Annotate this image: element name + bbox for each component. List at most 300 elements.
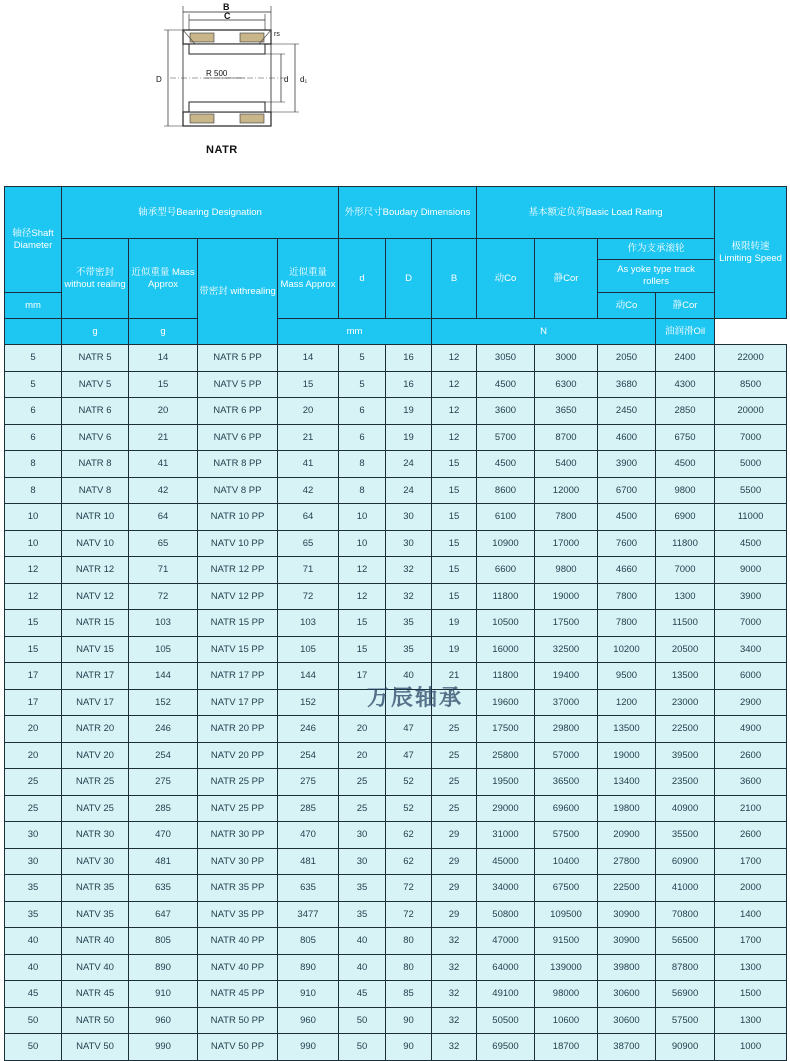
cell-mass-approx-2: 890 [278,954,339,981]
cell-limiting-speed: 3400 [715,636,787,663]
cell-dynamic-co: 16000 [477,636,535,663]
cell-d: 35 [339,875,386,902]
cell-limiting-speed: 5500 [715,477,787,504]
cell-with-sealing-designation: NATR 35 PP [198,875,278,902]
header-unit-n: N [432,319,656,345]
table-row [5,345,787,372]
cell-shaft-diameter: 50 [5,1034,62,1061]
cell-shaft-diameter: 12 [5,583,62,610]
cell-with-sealing-designation: NATR 45 PP [198,981,278,1008]
cell-mass-approx-1: 14 [129,345,198,372]
cell-dynamic-co: 11800 [477,583,535,610]
header-dynamic-co: 动Co [477,239,535,319]
table-row [5,769,787,796]
table-row [5,848,787,875]
table-row [5,822,787,849]
table-row [5,981,787,1008]
cell-D: 80 [386,928,432,955]
cell-without-sealing-designation: NATV 50 [62,1034,129,1061]
header-shaft-diameter: 轴径Shaft Diameter [5,187,62,293]
table-row [5,504,787,531]
cell-D: 24 [386,451,432,478]
cell-without-sealing-designation: NATV 17 [62,689,129,716]
cell-yoke-cor: 6900 [656,504,715,531]
cell-d: 5 [339,345,386,372]
cell-d: 17 [339,663,386,690]
cell-yoke-cor: 23000 [656,689,715,716]
cell-dynamic-co: 19600 [477,689,535,716]
cell-mass-approx-1: 64 [129,504,198,531]
cell-static-cor: 57500 [535,822,598,849]
cell-static-cor: 32500 [535,636,598,663]
cell-yoke-cor: 70800 [656,901,715,928]
cell-yoke-co: 3680 [598,371,656,398]
cell-B: 15 [432,451,477,478]
table-row [5,371,787,398]
cell-dynamic-co: 34000 [477,875,535,902]
cell-B: 19 [432,636,477,663]
cell-d: 10 [339,530,386,557]
header-static-cor-2: 静Cor [656,293,715,319]
cell-D: 32 [386,583,432,610]
cell-mass-approx-2: 3477 [278,901,339,928]
cell-limiting-speed: 5000 [715,451,787,478]
cell-d: 45 [339,981,386,1008]
cell-D: 90 [386,1034,432,1061]
cell-yoke-cor: 56500 [656,928,715,955]
cell-mass-approx-2: 20 [278,398,339,425]
header-bearing-designation: 轴承型号Bearing Designation [62,187,339,239]
cell-mass-approx-1: 42 [129,477,198,504]
cell-yoke-co: 30600 [598,1007,656,1034]
cell-yoke-cor: 39500 [656,742,715,769]
cell-static-cor: 91500 [535,928,598,955]
cell-yoke-co: 13400 [598,769,656,796]
cell-mass-approx-2: 42 [278,477,339,504]
cell-d: 50 [339,1007,386,1034]
cell-shaft-diameter: 30 [5,848,62,875]
cell-B: 29 [432,848,477,875]
cell-shaft-diameter: 25 [5,769,62,796]
cell-dynamic-co: 10500 [477,610,535,637]
table-row [5,424,787,451]
cell-with-sealing-designation: NATR 17 PP [198,663,278,690]
cell-d: 15 [339,636,386,663]
cell-shaft-diameter: 10 [5,530,62,557]
cell-without-sealing-designation: NATV 6 [62,424,129,451]
cell-dynamic-co: 25800 [477,742,535,769]
cell-static-cor: 36500 [535,769,598,796]
label-d1: d₁ [300,75,308,84]
cell-D: 90 [386,1007,432,1034]
cell-limiting-speed: 3900 [715,583,787,610]
cell-with-sealing-designation: NATR 8 PP [198,451,278,478]
cell-shaft-diameter: 8 [5,451,62,478]
cell-B: 15 [432,530,477,557]
cell-yoke-cor: 4500 [656,451,715,478]
cell-with-sealing-designation: NATR 12 PP [198,557,278,584]
cell-B: 32 [432,1007,477,1034]
header-unit-blank [5,319,62,345]
cell-shaft-diameter: 6 [5,398,62,425]
cell-shaft-diameter: 50 [5,1007,62,1034]
cell-d: 25 [339,769,386,796]
cell-without-sealing-designation: NATV 30 [62,848,129,875]
cell-with-sealing-designation: NATR 5 PP [198,345,278,372]
cell-D: 52 [386,795,432,822]
cell-B: 29 [432,875,477,902]
header-oil: 油润滑Oil [656,319,715,345]
cell-dynamic-co: 4500 [477,371,535,398]
cell-B: 32 [432,1034,477,1061]
cell-mass-approx-2: 910 [278,981,339,1008]
cell-dynamic-co: 50500 [477,1007,535,1034]
header-basic-load-rating: 基本额定负荷Basic Load Rating [477,187,715,239]
cell-yoke-cor: 41000 [656,875,715,902]
cell-yoke-co: 7800 [598,610,656,637]
cell-yoke-co: 1200 [598,689,656,716]
cell-dynamic-co: 45000 [477,848,535,875]
cell-with-sealing-designation: NATR 10 PP [198,504,278,531]
cell-mass-approx-1: 960 [129,1007,198,1034]
table-row [5,795,787,822]
cell-limiting-speed: 1500 [715,981,787,1008]
cell-yoke-co: 27800 [598,848,656,875]
cell-yoke-co: 4660 [598,557,656,584]
cell-yoke-co: 7800 [598,583,656,610]
cell-D: 16 [386,371,432,398]
header-with-sealing: 带密封 withrealing [198,239,278,345]
cell-B: 12 [432,345,477,372]
cell-B: 12 [432,424,477,451]
cell-static-cor: 17500 [535,610,598,637]
cell-shaft-diameter: 17 [5,663,62,690]
cell-limiting-speed: 4500 [715,530,787,557]
cell-yoke-co: 2450 [598,398,656,425]
cell-limiting-speed: 2100 [715,795,787,822]
cell-yoke-co: 4600 [598,424,656,451]
cell-with-sealing-designation: NATR 50 PP [198,1007,278,1034]
header-unit-g-2: g [129,319,198,345]
cell-B: 19 [432,610,477,637]
cell-shaft-diameter: 15 [5,636,62,663]
cell-static-cor: 17000 [535,530,598,557]
cell-mass-approx-1: 41 [129,451,198,478]
cell-without-sealing-designation: NATR 30 [62,822,129,849]
table-row [5,954,787,981]
cell-shaft-diameter: 40 [5,928,62,955]
cell-without-sealing-designation: NATR 15 [62,610,129,637]
table-row [5,451,787,478]
cell-mass-approx-2: 805 [278,928,339,955]
cell-mass-approx-2: 103 [278,610,339,637]
cell-with-sealing-designation: NATR 6 PP [198,398,278,425]
bearing-diagram [150,0,340,160]
cell-shaft-diameter: 30 [5,822,62,849]
cell-yoke-co: 20900 [598,822,656,849]
cell-mass-approx-2: 14 [278,345,339,372]
cell-shaft-diameter: 20 [5,716,62,743]
table-row [5,901,787,928]
cell-with-sealing-designation: NATR 25 PP [198,769,278,796]
cell-mass-approx-2: 285 [278,795,339,822]
cell-mass-approx-1: 647 [129,901,198,928]
cell-without-sealing-designation: NATR 35 [62,875,129,902]
header-unit-mm-2: mm [278,319,432,345]
cell-without-sealing-designation: NATR 10 [62,504,129,531]
cell-yoke-cor: 2400 [656,345,715,372]
cell-yoke-co: 39800 [598,954,656,981]
cell-with-sealing-designation: NATV 30 PP [198,848,278,875]
cell-static-cor: 37000 [535,689,598,716]
cell-with-sealing-designation: NATV 25 PP [198,795,278,822]
table-row [5,875,787,902]
cell-static-cor: 3000 [535,345,598,372]
cell-mass-approx-1: 152 [129,689,198,716]
table-row [5,1034,787,1061]
cell-without-sealing-designation: NATV 25 [62,795,129,822]
cell-mass-approx-2: 21 [278,424,339,451]
cell-yoke-co: 30900 [598,928,656,955]
cell-yoke-cor: 90900 [656,1034,715,1061]
cell-d: 25 [339,795,386,822]
cell-with-sealing-designation: NATV 5 PP [198,371,278,398]
cell-yoke-cor: 9800 [656,477,715,504]
cell-limiting-speed: 3600 [715,769,787,796]
cell-shaft-diameter: 12 [5,557,62,584]
cell-d: 50 [339,1034,386,1061]
cell-limiting-speed: 22000 [715,345,787,372]
header-unit-mm: mm [5,293,62,319]
cell-d: 6 [339,398,386,425]
cell-shaft-diameter: 20 [5,742,62,769]
cell-static-cor: 109500 [535,901,598,928]
cell-dynamic-co: 5700 [477,424,535,451]
cell-D: 72 [386,901,432,928]
cell-mass-approx-2: 105 [278,636,339,663]
cell-static-cor: 12000 [535,477,598,504]
cell-limiting-speed: 1000 [715,1034,787,1061]
cell-with-sealing-designation: NATV 10 PP [198,530,278,557]
cell-B: 25 [432,769,477,796]
cell-limiting-speed: 7000 [715,610,787,637]
cell-shaft-diameter: 35 [5,901,62,928]
cell-yoke-cor: 87800 [656,954,715,981]
cell-with-sealing-designation: NATV 50 PP [198,1034,278,1061]
cell-dynamic-co: 3050 [477,345,535,372]
table-row [5,636,787,663]
cell-B: 15 [432,557,477,584]
cell-mass-approx-2: 254 [278,742,339,769]
cell-with-sealing-designation: NATR 20 PP [198,716,278,743]
cell-shaft-diameter: 6 [5,424,62,451]
table-row [5,398,787,425]
cell-B: 15 [432,583,477,610]
cell-limiting-speed: 1700 [715,928,787,955]
cell-D: 47 [386,716,432,743]
cell-yoke-cor: 40900 [656,795,715,822]
cell-dynamic-co: 6600 [477,557,535,584]
cell-dynamic-co: 64000 [477,954,535,981]
cell-yoke-co: 19800 [598,795,656,822]
cell-yoke-cor: 13500 [656,663,715,690]
label-d-inner: d [284,75,289,84]
cell-mass-approx-2: 71 [278,557,339,584]
cell-D: 47 [386,742,432,769]
cell-mass-approx-1: 71 [129,557,198,584]
cell-without-sealing-designation: NATV 15 [62,636,129,663]
cell-yoke-cor: 56900 [656,981,715,1008]
cell-without-sealing-designation: NATR 8 [62,451,129,478]
cell-dynamic-co: 4500 [477,451,535,478]
cell-mass-approx-1: 470 [129,822,198,849]
cell-without-sealing-designation: NATR 45 [62,981,129,1008]
table-row [5,1007,787,1034]
cell-mass-approx-2: 960 [278,1007,339,1034]
cell-without-sealing-designation: NATR 50 [62,1007,129,1034]
watermark: 万辰轴承 [367,686,464,711]
header-boundary-dimensions: 外形尺寸Boudary Dimensions [339,187,477,239]
cell-yoke-co: 38700 [598,1034,656,1061]
cell-B: 21 [432,663,477,690]
cell-yoke-cor: 60900 [656,848,715,875]
table-row [5,928,787,955]
header-yoke-track-rollers [598,239,715,293]
cell-shaft-diameter: 5 [5,345,62,372]
cell-B: 25 [432,742,477,769]
cell-D: 72 [386,875,432,902]
cell-shaft-diameter: 5 [5,371,62,398]
cell-static-cor: 10400 [535,848,598,875]
cell-static-cor: 3650 [535,398,598,425]
cell-B: 32 [432,928,477,955]
cell-dynamic-co: 50800 [477,901,535,928]
cell-mass-approx-2: 275 [278,769,339,796]
cell-D: 35 [386,610,432,637]
cell-yoke-cor: 11800 [656,530,715,557]
cell-static-cor: 29800 [535,716,598,743]
cell-shaft-diameter: 15 [5,610,62,637]
cell-limiting-speed: 7000 [715,424,787,451]
cell-mass-approx-1: 890 [129,954,198,981]
label-b: B [223,2,230,12]
cell-with-sealing-designation: NATV 8 PP [198,477,278,504]
cell-dynamic-co: 11800 [477,663,535,690]
cell-D: 16 [386,345,432,372]
cell-limiting-speed: 4900 [715,716,787,743]
cell-d: 30 [339,822,386,849]
cell-shaft-diameter: 25 [5,795,62,822]
cell-limiting-speed: 2900 [715,689,787,716]
cell-d: 6 [339,424,386,451]
cell-yoke-co: 7600 [598,530,656,557]
cell-d: 20 [339,742,386,769]
cell-mass-approx-1: 103 [129,610,198,637]
cell-static-cor: 8700 [535,424,598,451]
cell-yoke-co: 2050 [598,345,656,372]
cell-static-cor: 69600 [535,795,598,822]
cell-mass-approx-1: 254 [129,742,198,769]
cell-without-sealing-designation: NATR 17 [62,663,129,690]
cell-B: 32 [432,954,477,981]
cell-mass-approx-2: 41 [278,451,339,478]
cell-yoke-cor: 20500 [656,636,715,663]
cell-B: 15 [432,477,477,504]
cell-static-cor: 6300 [535,371,598,398]
cell-dynamic-co: 29000 [477,795,535,822]
cell-yoke-cor: 2850 [656,398,715,425]
cell-D: 85 [386,981,432,1008]
cell-yoke-co: 4500 [598,504,656,531]
cell-shaft-diameter: 10 [5,504,62,531]
cell-D: 62 [386,848,432,875]
cell-mass-approx-2: 65 [278,530,339,557]
table-row [5,557,787,584]
cell-shaft-diameter: 45 [5,981,62,1008]
header-mass-approx-2: 近似重量 Mass Approx [278,239,339,319]
cell-d: 15 [339,610,386,637]
cell-yoke-cor: 11500 [656,610,715,637]
cell-mass-approx-2: 470 [278,822,339,849]
header-limiting-speed: 极限转速 Limiting Speed [715,187,787,319]
cell-with-sealing-designation: NATV 17 PP [198,689,278,716]
cell-D: 30 [386,530,432,557]
cell-d: 12 [339,557,386,584]
cell-static-cor: 139000 [535,954,598,981]
label-radius: R 500 [206,69,228,78]
cell-mass-approx-1: 105 [129,636,198,663]
cell-d: 40 [339,954,386,981]
cell-d: 40 [339,928,386,955]
header-unit-g-1: g [62,319,129,345]
table-row [5,716,787,743]
table-row [5,530,787,557]
cell-D: 40 [386,663,432,690]
cell-mass-approx-1: 144 [129,663,198,690]
cell-dynamic-co: 10900 [477,530,535,557]
table-row [5,742,787,769]
cell-yoke-co: 30600 [598,981,656,1008]
cell-with-sealing-designation: NATV 15 PP [198,636,278,663]
cell-limiting-speed: 2600 [715,822,787,849]
cell-with-sealing-designation: NATV 6 PP [198,424,278,451]
cell-B: 29 [432,822,477,849]
cell-yoke-co: 19000 [598,742,656,769]
cell-B: 15 [432,504,477,531]
cell-mass-approx-1: 481 [129,848,198,875]
cell-D: 19 [386,398,432,425]
cell-static-cor: 9800 [535,557,598,584]
cell-static-cor: 57000 [535,742,598,769]
cell-shaft-diameter: 17 [5,689,62,716]
cell-yoke-co: 9500 [598,663,656,690]
cell-mass-approx-2: 246 [278,716,339,743]
cell-d: 20 [339,716,386,743]
cell-d: 30 [339,848,386,875]
cell-with-sealing-designation: NATV 35 PP [198,901,278,928]
header-d: d [339,239,386,319]
cell-shaft-diameter: 40 [5,954,62,981]
cell-yoke-co: 13500 [598,716,656,743]
header-D: D [386,239,432,319]
header-dynamic-co-2: 动Co [598,293,656,319]
cell-limiting-speed: 20000 [715,398,787,425]
cell-dynamic-co: 31000 [477,822,535,849]
cell-mass-approx-1: 21 [129,424,198,451]
cell-D: 35 [386,636,432,663]
cell-dynamic-co: 6100 [477,504,535,531]
header-B: B [432,239,477,319]
